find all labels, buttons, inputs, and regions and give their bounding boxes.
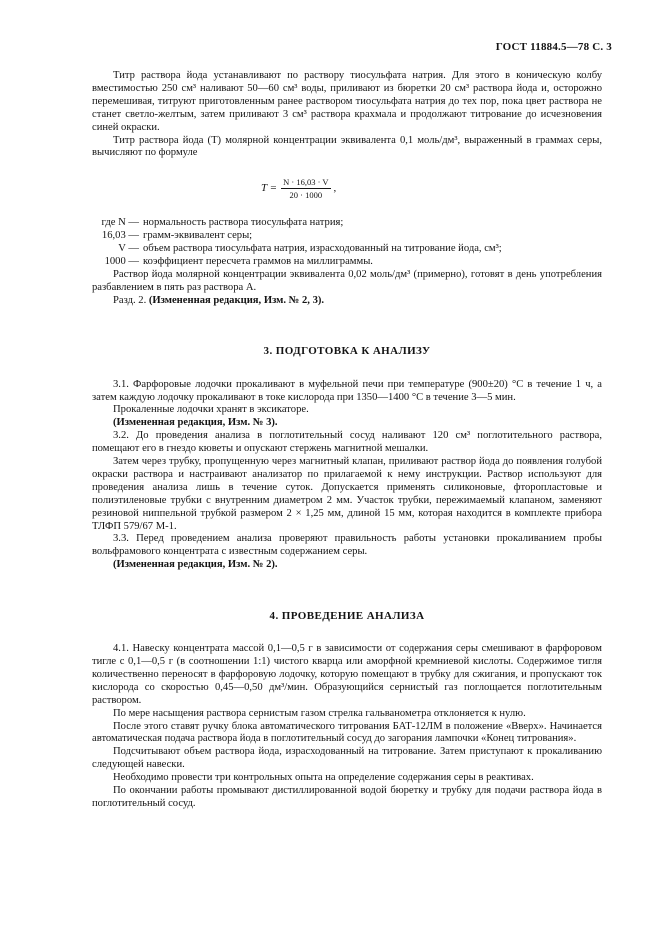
titer-formula (92, 175, 602, 201)
legend-description: нормальность раствора тиосульфата натрия; (143, 217, 344, 229)
paragraph-cleanup: По окончании работы промывают дистиллированной водой бюретку и трубку для подачи раствора йода в поглотительный сосуд. (92, 785, 602, 809)
section-3-heading: 3. ПОДГОТОВКА К АНАЛИЗУ (263, 344, 431, 357)
formula-fraction (281, 177, 330, 200)
paragraph-titer-formula-intro: Титр раствора йода (T) молярной концентрации эквивалента 0,1 моль/дм³, выраженный в граммах серы, вычисляют по формуле (92, 134, 602, 159)
section-4-heading: 4. ПРОВЕДЕНИЕ АНАЛИЗА (269, 610, 425, 623)
legend-symbol: где N — (101, 217, 139, 229)
revision-note: (Измененная редакция, Изм. № 3). (113, 417, 278, 429)
paragraph-3-2: 3.2. До проведения анализа в поглотительный сосуд наливают 120 см³ поглотительного раствора, помещают его в гнездо кюветы и опускают стержень магнитной мешалки. (92, 430, 602, 455)
paragraph-galvanometer: По мере насыщения раствора сернистым газом стрелка гальванометра отклоняется к нулю. (113, 707, 526, 719)
legend-description: коэффициент пересчета граммов на миллиграммы. (143, 256, 373, 268)
paragraph-revision-note (92, 295, 602, 308)
formula-lhs: T = (261, 181, 278, 194)
paragraph-auto-titration: После этого ставят ручку блока автоматического титрования БАТ-12ЛМ в положение «Вверх». Начинается автоматическая подача раствора йода в поглотительный сосуд до загорания лампочки «Конец титрования». (92, 720, 602, 745)
legend-row (92, 230, 602, 243)
page-header: ГОСТ 11884.5—78 С. 3 (495, 41, 612, 53)
paragraph-volume-count: Подсчитывают объем раствора йода, израсходованный на титрование. Затем приступают к прокаливанию следующей навески. (92, 746, 602, 771)
paragraph-control-tests: Необходимо провести три контрольных опыта на определение содержания серы в реактивах. (113, 772, 534, 784)
formula-comma: , (333, 181, 337, 194)
formula-numerator: N · 16,03 · V (283, 176, 329, 187)
legend-row (92, 217, 602, 230)
legend-description: объем раствора тиосульфата натрия, израсходованный на титрование йода, см³; (143, 243, 502, 255)
paragraph-tube-setup: Затем через трубку, пропущенную через магнитный клапан, приливают раствор йода до появления голубой окраски раствора и настраивают анализатор по прилагаемой к нему инструкции. Раствор используют для проведения анализа лишь в течение суток. Допускается применять силиконовые, фторопластовые и полиэтиленовые трубки с внутренним диаметром 2 мм. Участок трубки, пережимаемый клапаном, заменяют резиновой ниппельной трубкой размером 2 × 1,25 мм, длиной 15 мм, которая находится в комплекте прибора ТЛФП 579/67 М-1. (92, 456, 602, 532)
formula-denominator: 20 · 1000 (289, 189, 323, 200)
legend-symbol: 1000 — (104, 256, 139, 268)
paragraph-4-1: 4.1. Навеску концентрата массой 0,1—0,5 г в зависимости от содержания серы смешивают в фарфоровом тигле с 0,1—0,5 г (в соотношении 1:1) чистого кварца или аморфной кремниевой кислоты. Содержимое тигля количественно переносят в фарфоровую лодочку, которую помещают в трубку для сжигания, и пропускают ток кислорода со скоростью 0,45—0,50 дм³/мин. Образующийся сернистый газ поглощается поглотительным раствором. (92, 643, 602, 706)
paragraph-storage: Прокаленные лодочки хранят в эксикаторе. (113, 404, 309, 416)
paragraph-titration-setup: Титр раствора йода устанавливают по раствору тиосульфата натрия. Для этого в коническую колбу вместимостью 250 см³ наливают 50—60 см³ воды, приливают из бюретки 20 см³ раствора йода и, осторожно перемешивая, титруют приготовленным ранее раствором тиосульфата натрия до тех пор, пока цвет раствора не станет светло-желтым, затем приливают 3 см³ раствора крахмала и продолжают титрование до исчезновения синей окраски. (92, 70, 602, 133)
paragraph-3-1: 3.1. Фарфоровые лодочки прокаливают в муфельной печи при температуре (900±20) °С в течение 1 ч, а затем каждую лодочку прокаливают в токе кислорода при 1350—1400 °С в течение 3—5 мин. (92, 378, 602, 403)
legend-row (92, 256, 602, 269)
legend-symbol: 16,03 — (101, 230, 139, 242)
paragraph-dilution: Раствор йода молярной концентрации эквивалента 0,02 моль/дм³ (примерно), готовят в день употребления разбавлением в пять раз раствора А. (92, 268, 602, 293)
legend-row (92, 243, 602, 256)
legend-description: грамм-эквивалент серы; (143, 230, 253, 242)
page-content (92, 70, 602, 811)
formula-legend (92, 217, 602, 269)
legend-symbol: V — (118, 243, 139, 255)
revision-note: (Измененная редакция, Изм. № 2). (113, 559, 278, 571)
paragraph-3-3: 3.3. Перед проведением анализа проверяют правильность работы установки прокаливанием пробы вольфрамового концентрата с известным содержанием серы. (92, 533, 602, 558)
revision-prefix: Разд. 2. (113, 294, 147, 306)
revision-note: (Измененная редакция, Изм. № 2, 3). (148, 294, 325, 306)
